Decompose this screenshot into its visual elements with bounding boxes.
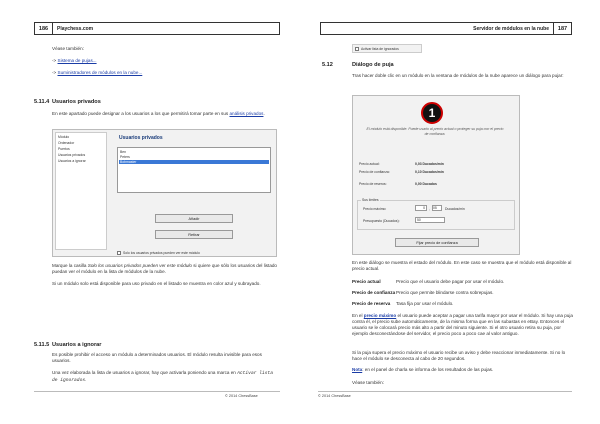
page-header (34, 22, 280, 35)
section-text: En este apartado puede designar a los usuarios a los que permitirá tomar parte en sus análisis privados. (52, 111, 265, 116)
paragraph-private-display: Si un módulo solo está disponible para uso privado en el listado se muestra en color azul y subrayado. (52, 281, 261, 286)
max-price-link[interactable]: precio máximo (363, 313, 397, 318)
private-analysis-link[interactable]: análisis privados (229, 111, 264, 116)
definition-row: Precio de reserva Tasa fija por usar el módulo. (352, 301, 454, 306)
section-text: Es posible prohibir el acceso un módulo a determinados usuarios. El módulo resulta invisible para esos usuarios. (52, 352, 262, 363)
dialog-description: En este diálogo se muestra el estado del módulo. En este caso se muestra que el módulo está disponible al precio actual. (352, 260, 572, 271)
private-only-label: Solo los usuarios privados pueden ver este módulo (123, 251, 200, 255)
sidebar-item-private-users[interactable]: Usuarios privados (58, 153, 86, 157)
right-page (300, 0, 600, 424)
budget-input[interactable]: 50 (415, 217, 445, 223)
private-only-checkbox[interactable] (117, 251, 121, 255)
sidebar-item-computer[interactable]: Ordenador (58, 141, 75, 145)
section-title: Usuarios privados (52, 99, 101, 105)
chessbase-logo: 1 (421, 102, 443, 124)
paragraph-private-checkbox: Marque la casilla Solo los usuarios privados pueden ver este módulo si quiere que sólo los usuarios del listado puedan ver el módulo en la lista de módulos de la nube. (52, 263, 277, 274)
note-paragraph: Nota: en el panel de charla se informa de los resultados de las pujas. (352, 367, 494, 372)
max-price-separator: , (429, 207, 430, 211)
max-price-dec-input[interactable]: 05 (432, 205, 442, 211)
budget-label: Presupuesto (Ducados): (363, 219, 400, 223)
section-title: Usuarios a ignorar (52, 342, 102, 348)
overbid-paragraph: Si la puja supera el precio máximo el usuario recibe un aviso y debe reaccionar inmediatamente. Si no lo hace el módulo se desconecta al cabo de 20 segundos. (352, 350, 566, 361)
section-number: 5.11.5 (34, 342, 50, 348)
page-header (320, 22, 572, 35)
private-users-dialog (52, 129, 277, 257)
add-button[interactable]: Añadir (155, 214, 233, 223)
current-price-value: 0,03 Ducados/min (415, 162, 444, 166)
section-title: Diálogo de puja (352, 62, 394, 68)
reserve-price-label: Precio de reserva: (359, 182, 387, 186)
reserve-price-value: 0,00 Ducados (415, 182, 437, 186)
dialog-title: Usuarios privados (119, 135, 163, 141)
see-also-label: Véase también: (52, 46, 84, 51)
see-also-link-1[interactable]: -> Sistema de pujas... (52, 58, 97, 63)
sidebar-item-ignore-users[interactable]: Usuarios a ignorar (58, 159, 86, 163)
sidebar-item-ports[interactable]: Puertos (58, 147, 70, 151)
section-number: 5.12 (322, 62, 333, 68)
trust-price-value: 0,10 Ducados/min (415, 170, 444, 174)
ignore-list-label: Activar lista de ignorados (361, 47, 399, 51)
ignore-list-checkbox[interactable] (355, 47, 359, 51)
trust-price-label: Precio de confianza: (359, 170, 390, 174)
list-item[interactable]: Ben (120, 150, 127, 154)
section-intro: Tras hacer doble clic en un módulo en la ventana de módulos de la nube aparece un diálogo para pujar: (352, 73, 564, 78)
footer-rule (34, 391, 280, 392)
current-price-label: Precio actual: (359, 162, 380, 166)
definition-row: Precio de confianzaPrecio que permite blindarse contra sobrepujas. (352, 290, 494, 295)
bid-dialog (352, 95, 520, 255)
header-title: Playchess.com (57, 25, 94, 32)
list-item[interactable]: Peters (120, 155, 130, 159)
private-users-list[interactable] (117, 147, 271, 193)
see-also-label: Véase también: (352, 380, 384, 385)
definition-row: Precio actual Precio que el usuario debe pagar por usar el módulo. (352, 279, 505, 284)
list-item-selected[interactable]: Bobmaster (119, 160, 269, 164)
header-title: Servidor de módulos en la nube (473, 25, 549, 32)
sidebar-item-module[interactable]: Módulo (58, 135, 70, 139)
note-link[interactable]: Nota (352, 367, 363, 372)
footer-rule (318, 391, 572, 392)
limits-title: Sus límites (362, 198, 379, 202)
status-message: El módulo está disponible. Puede usarlo al precio actual o proteger su puja con el precio de confianza. (366, 127, 504, 136)
footer: © 2014 ChessBase (318, 394, 351, 398)
page-number: 187 (553, 23, 571, 34)
dialog-sidebar (55, 132, 107, 250)
section-text: Una vez elaborada la lista de usuarios a ignorar, hay que activarla poniendo una marca en Activar lista de ignorados. (52, 370, 273, 383)
footer: © 2014 ChessBase (225, 394, 258, 398)
max-price-unit: Ducados/min (445, 207, 465, 211)
see-also-link-2[interactable]: -> Suministradores de módulos en la nube... (52, 70, 143, 75)
set-trust-price-button[interactable]: Fijar precio de confianza (395, 238, 479, 247)
section-number: 5.11.4 (34, 99, 50, 105)
remove-button[interactable]: Retirar (155, 230, 233, 239)
max-price-label: Precio máximo: (363, 207, 387, 211)
max-price-int-input[interactable]: 0 (415, 205, 427, 211)
page-number: 186 (35, 23, 53, 34)
max-price-paragraph: En el precio máximo el usuario puede aceptar a pagar una tarifa mayor por usar el módulo. Si hay una puja contra él, el precio sube automáticamente, de la misma forma que en las subastas en eBay. Entonces el usuario se le colocará precio más alto a partir del minuto siguiente. Si el otro usuario retira su puja, por ejemplo desconectándose del servidor, el precio poco a poco cae al valor antiguo. (352, 313, 573, 336)
ignore-list-snippet (352, 44, 422, 53)
